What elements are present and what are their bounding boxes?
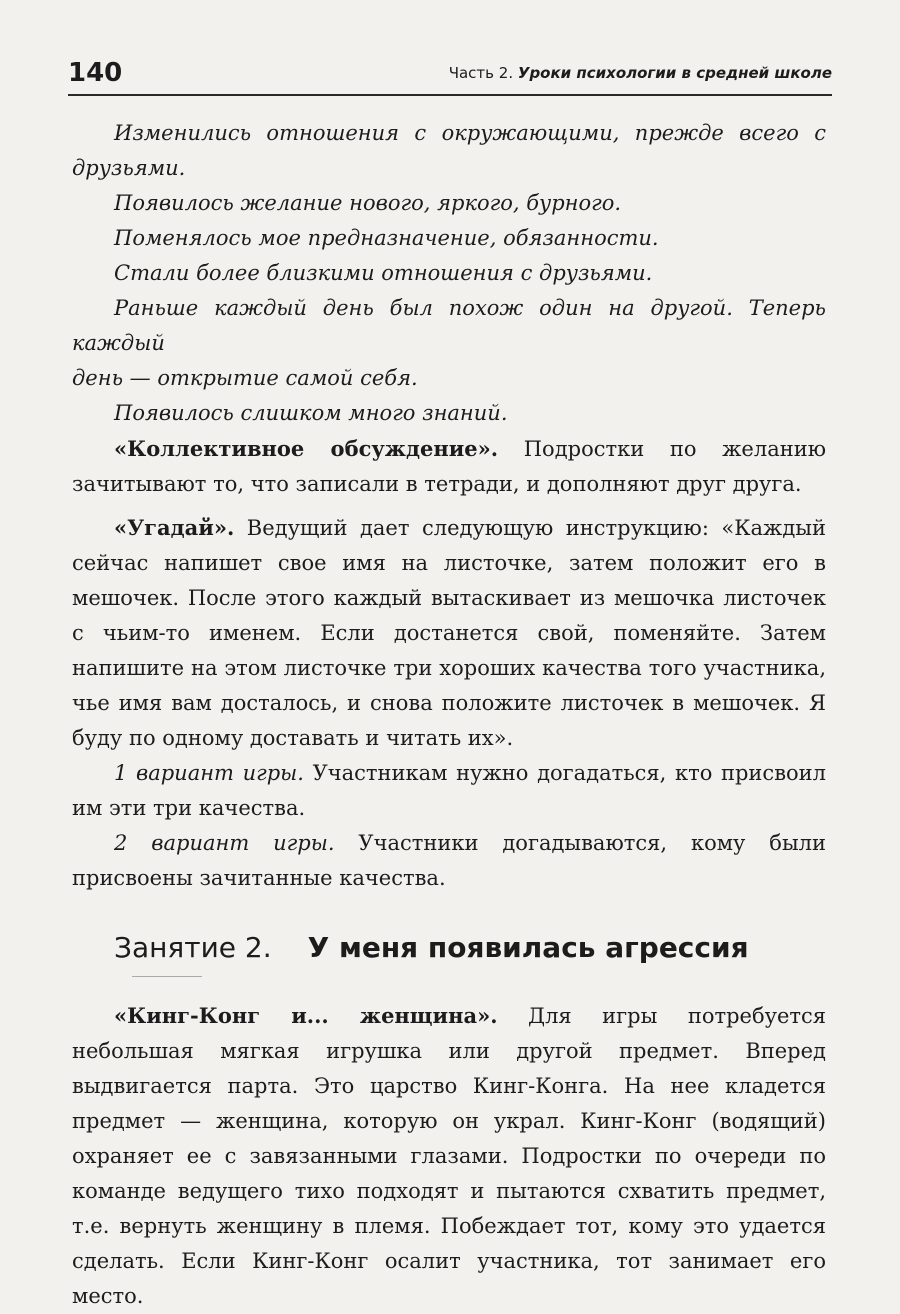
section-title: У меня появилась агрессия <box>307 931 749 964</box>
paragraph-text: Участники догадываются, кому были присвоены зачитанные качества. <box>72 831 826 890</box>
list-item: Поменялось мое предназначение, обязанности. <box>114 226 659 250</box>
list-item: Изменились отношения с окружающими, прежде всего с друзьями. <box>72 121 826 180</box>
part-title: Уроки психологии в средней школе <box>517 64 832 82</box>
part-prefix: Часть 2. <box>448 64 514 82</box>
page-body <box>72 116 826 1314</box>
heading-divider <box>132 976 202 977</box>
section-number: Занятие 2. <box>114 931 272 964</box>
list-item: Появилось слишком много знаний. <box>114 401 508 425</box>
paragraph-text: Для игры потребуется небольшая мягкая игрушка или другой предмет. Вперед выдвигается парта. Это царство Кинг-Конга. На нее кладется предмет — женщина, которую он украл. Кинг-Конг (водящий) охраняет ее с завязанными глазами. Подростки по очереди по команде ведущего тихо подходят и пытаются схватить предмет, т.е. вернуть женщину в племя. Побеждает тот, кому это удается сделать. Если Кинг-Конг осалит участника, тот занимает его место. <box>72 1004 827 1308</box>
exercise-name: «Коллективное обсуждение». <box>114 436 499 461</box>
paragraph-text: Подростки по желанию зачитывают то, что записали в тетради, и дополняют друг друга. <box>72 437 826 496</box>
page-number: 140 <box>68 58 123 88</box>
list-item: Раньше каждый день был похож один на другой. Теперь каждый <box>72 296 826 355</box>
variant-label: 2 вариант игры. <box>114 831 335 855</box>
list-item: Стали более близкими отношения с друзьями. <box>114 261 653 285</box>
variant-label: 1 вариант игры. <box>114 761 304 785</box>
list-item: Появилось желание нового, яркого, бурного. <box>114 191 622 215</box>
paragraph-guess <box>72 510 826 756</box>
exercise-name: «Кинг-Конг и... женщина». <box>114 1003 498 1028</box>
paragraph-king-kong <box>72 998 826 1314</box>
paragraph-variant-1 <box>72 756 826 826</box>
section-heading <box>72 928 826 968</box>
paragraph-collective-discussion <box>72 431 826 502</box>
page-header <box>68 54 832 96</box>
list-item: день — открытие самой себя. <box>72 366 418 390</box>
paragraph-variant-2 <box>72 826 826 896</box>
exercise-name: «Угадай». <box>114 515 235 540</box>
paragraph-text: Участникам нужно догадаться, кто присвоил им эти три качества. <box>72 761 826 820</box>
running-head <box>449 64 832 82</box>
paragraph-text: Ведущий дает следующую инструкцию: «Каждый сейчас напишет свое имя на листочке, затем положит его в мешочек. После этого каждый вытаскивает из мешочка листочек с чьим-то именем. Если достанется свой, поменяйте. Затем напишите на этом листочке три хороших качества того участника, чье имя вам досталось, и снова положите листочек в мешочек. Я буду по одному доставать и читать их». <box>72 516 826 750</box>
